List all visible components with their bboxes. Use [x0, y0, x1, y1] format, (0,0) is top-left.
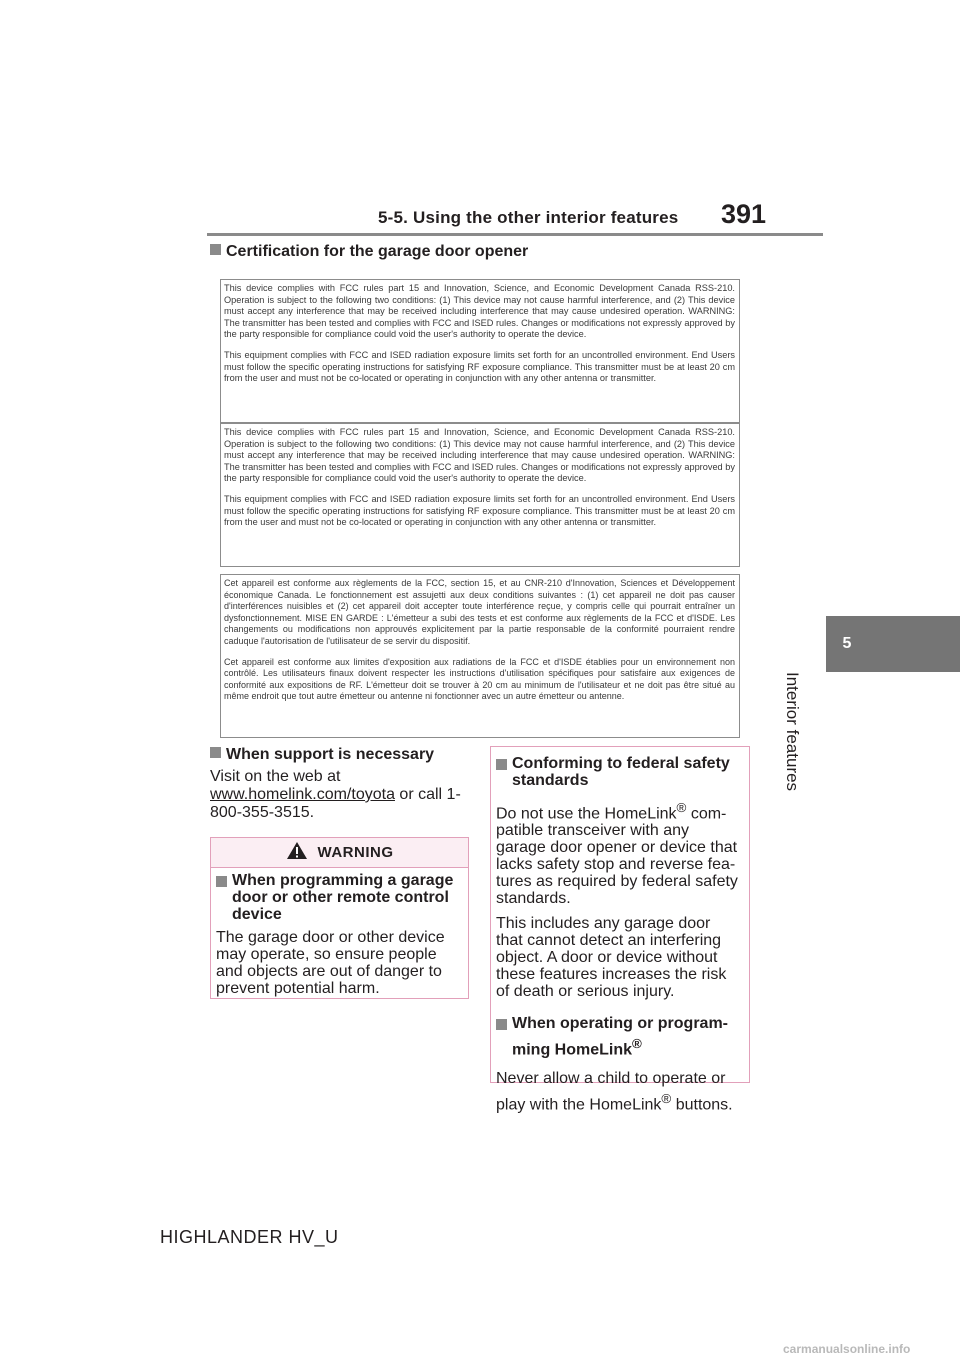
chapter-label-text: Interior features — [783, 672, 802, 792]
watermark: carmanualsonline.info — [783, 1342, 911, 1356]
page-number: 391 — [721, 199, 767, 229]
federal-paragraph-3: Never allow a child to operate or play with the HomeLink® buttons. — [496, 1069, 733, 1113]
square-bullet-icon — [210, 747, 221, 758]
federal-heading: Conforming to federal safety standards — [496, 755, 741, 789]
header-rule — [207, 233, 823, 236]
footer-model: HIGHLANDER HV_U — [160, 1227, 339, 1247]
certification-box-1 — [220, 279, 740, 423]
certification-text: This device complies with FCC rules part 15 and Innovation, Science, and Economic Development Canada RSS-210. Operation is subject to the following two conditions: (1) This device may not cause harmful interference, and (2) This device must accept any interference that may be received including interference that may cause undesired operation. WARNING: The transmitter has been tested and complies with FCC and ISED rules. Changes or modifications not expressly approved by the party responsible for compliance could void the user's authority to operate the device. — [224, 427, 735, 484]
warning-title: WARNING — [317, 844, 394, 861]
support-text: Visit on the web at www.homelink.com/toyota or call 1-800-355-3515. — [210, 768, 461, 821]
warning-text: The garage door or other device may operate, so ensure people and objects are out of danger to prevent potential harm. — [216, 929, 445, 997]
certification-box-french — [220, 574, 740, 738]
federal-paragraph-1: Do not use the HomeLink® com-patible transceiver with any garage door opener or device that lacks safety stop and reverse fea-tures as required by federal safety standards. — [496, 800, 738, 908]
chapter-label — [774, 672, 810, 852]
homelink-operating-heading: When operating or program-ming HomeLink® — [496, 1014, 741, 1060]
chapter-tab — [826, 616, 960, 672]
warning-triangle-icon — [286, 841, 308, 864]
homelink-link[interactable]: www.homelink.com/toyota — [210, 786, 395, 803]
warning-subheading: When programming a garage door or other remote control device — [211, 868, 468, 923]
square-bullet-icon — [210, 244, 221, 255]
certification-heading: Certification for the garage door opener — [210, 243, 528, 261]
square-bullet-icon — [496, 759, 507, 770]
certification-text: This equipment complies with FCC and ISED radiation exposure limits set forth for an uncontrolled environment. End Users must follow the specific operating instructions for satisfying RF exposure compliance. This transmitter must be at least 20 cm from the user and must not be co-located or operating in conjunction with any other antenna or transmitter. — [224, 493, 735, 528]
federal-safety-box — [490, 746, 750, 1113]
chapter-number: 5 — [842, 635, 852, 652]
certification-text: Cet appareil est conforme aux limites d'exposition aux radiations de la FCC et d'ISDE établies pour un environnement non contrôlé. Les utilisateurs finaux doivent respecter les instructions d'utilisation spécifiques pour satisfaire aux exigences de conformité aux expositions de RF. L'émetteur doit se trouver à 20 cm au minimum de l'utilisateur et ne doit pas être situé au même endroit que tout autre émetteur ou antenne ni fonctionner avec un autre émetteur ou antenne. — [224, 656, 735, 702]
warning-header — [211, 838, 468, 868]
certification-text: This equipment complies with FCC and ISED radiation exposure limits set forth for an uncontrolled environment. End Users must follow the specific operating instructions for satisfying RF exposure compliance. This transmitter must be at least 20 cm from the user and must not be co-located or operating in conjunction with any other antenna or transmitter. — [224, 349, 735, 384]
certification-text: Cet appareil est conforme aux règlements de la FCC, section 15, et au CNR-210 d'Innovation, Sciences et Développement économique Canada. Le fonctionnement est assujetti aux deux conditions suivantes : (1) cet appareil ne doit pas causer d'interférences nuisibles et (2) cet appareil doit accepter toute interférence reçue, y compris celle qui pourrait entraîner un dysfonctionnement. MISE EN GARDE : L'émetteur a subi des tests et est conforme aux règlements de la FCC et d'ISDE. Les changements ou modifications non approuvés explicitement par la partie responsable de la conformité pourraient rendre caduque l'autorisation de l'utilisateur de se servir du dispositif. — [224, 578, 735, 646]
warning-box — [210, 837, 469, 999]
square-bullet-icon — [216, 876, 227, 887]
support-section — [210, 746, 470, 822]
certification-text: This device complies with FCC rules part 15 and Innovation, Science, and Economic Development Canada RSS-210. Operation is subject to the following two conditions: (1) This device may not cause harmful interference, and (2) This device must accept any interference that may be received including interference that may cause undesired operation. WARNING: The transmitter has been tested and complies with FCC and ISED rules. Changes or modifications not expressly approved by the party responsible for compliance could void the user's authority to operate the device. — [224, 283, 735, 340]
certification-box-2 — [220, 423, 740, 567]
section-title: 5-5. Using the other interior features — [378, 208, 679, 227]
support-heading: When support is necessary — [210, 746, 470, 764]
square-bullet-icon — [496, 1019, 507, 1030]
federal-paragraph-2: This includes any garage door that cannot detect an interfering object. A door or device without these features increases the risk of death or serious injury. — [496, 915, 727, 1001]
